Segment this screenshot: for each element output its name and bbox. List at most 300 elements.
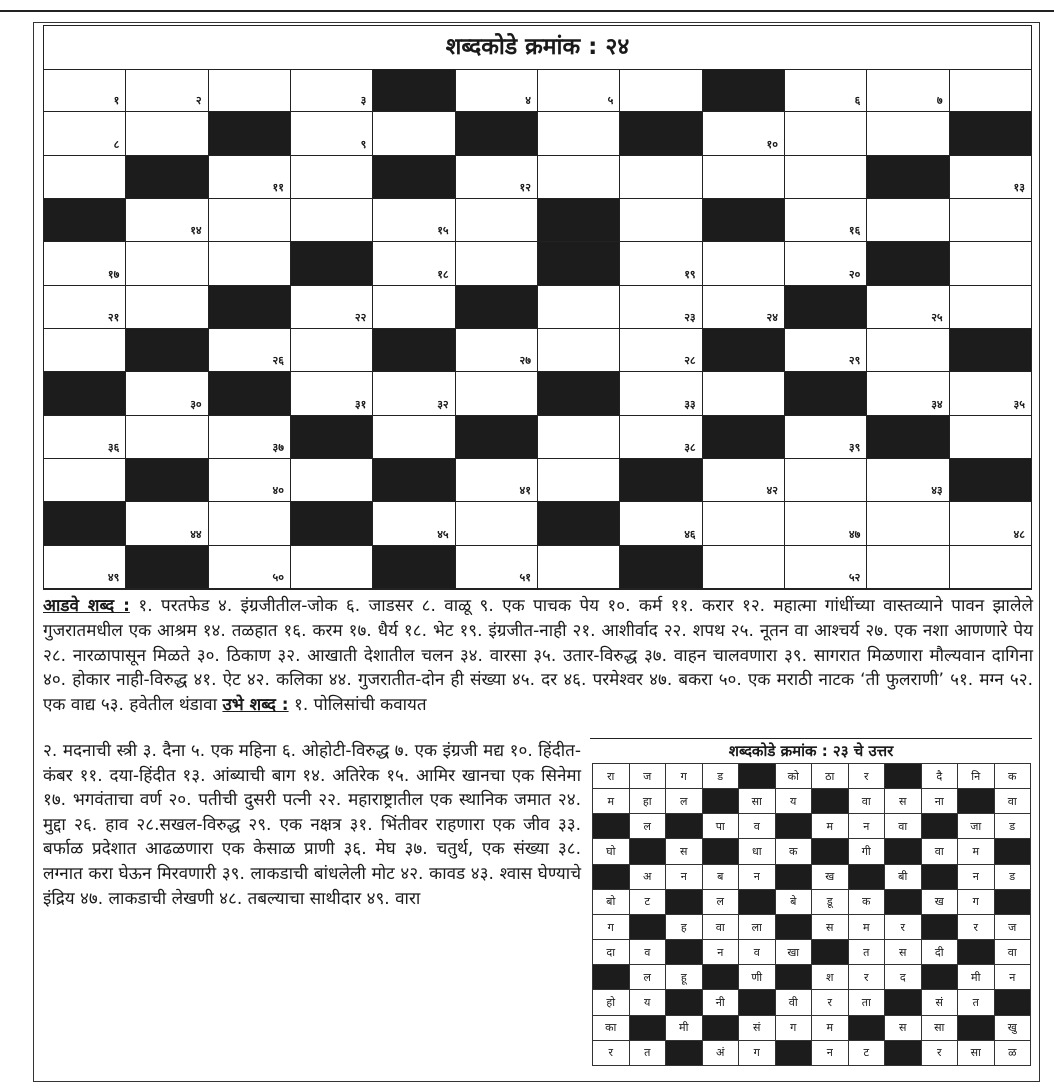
grid-cell[interactable]	[950, 416, 1032, 459]
answer-cell: म	[849, 915, 886, 940]
clue-number: ३९	[848, 440, 861, 454]
grid-cell[interactable]	[373, 242, 455, 285]
clue-number: २७	[519, 354, 531, 368]
answer-cell: वा	[995, 940, 1032, 965]
grid-cell[interactable]	[291, 459, 373, 502]
clue-number: २४	[766, 310, 778, 324]
answer-cell: वा	[995, 789, 1032, 814]
grid-cell[interactable]	[785, 416, 867, 459]
answer-cell: ळ	[995, 1041, 1032, 1066]
grid-cell[interactable]	[867, 329, 949, 372]
answer-cell: ड	[995, 814, 1032, 839]
answer-cell: ख	[812, 865, 849, 890]
grid-cell[interactable]	[785, 502, 867, 545]
grid-cell[interactable]	[209, 459, 291, 502]
grid-cell[interactable]	[538, 546, 620, 589]
clue-number: ३०	[190, 397, 202, 411]
black-cell	[44, 199, 126, 242]
grid-cell[interactable]	[456, 502, 538, 545]
answer-cell: न	[666, 865, 703, 890]
grid-cell[interactable]	[703, 372, 785, 415]
grid-cell[interactable]	[126, 502, 208, 545]
answer-title: शब्दकोडे क्रमांक : २३ चे उत्तर	[728, 742, 894, 760]
grid-cell[interactable]	[703, 502, 785, 545]
grid-cell[interactable]	[209, 546, 291, 589]
clue-number: ३३	[684, 397, 696, 411]
answer-cell: डू	[812, 890, 849, 915]
grid-cell[interactable]	[703, 156, 785, 199]
answer-cell: र	[812, 990, 849, 1015]
clue-number: २०	[848, 267, 861, 281]
answer-black-cell	[703, 839, 740, 864]
clue-number: ४४	[190, 527, 202, 541]
grid-cell[interactable]	[456, 156, 538, 199]
answer-cell: घो	[593, 839, 630, 864]
grid-cell[interactable]	[44, 459, 126, 502]
top-rule	[0, 10, 1054, 12]
grid-cell[interactable]	[44, 329, 126, 372]
grid-cell[interactable]	[950, 372, 1032, 415]
black-cell	[126, 156, 208, 199]
answer-cell: वा	[885, 814, 922, 839]
grid-cell[interactable]	[538, 459, 620, 502]
answer-cell: ठा	[812, 764, 849, 789]
answer-cell: वा	[922, 839, 959, 864]
answer-black-cell	[666, 890, 703, 915]
answer-cell: बे	[776, 890, 813, 915]
answer-black-cell	[666, 1041, 703, 1066]
answer-cell: क	[849, 890, 886, 915]
answer-cell: ख	[922, 890, 959, 915]
black-cell	[209, 112, 291, 155]
grid-cell[interactable]	[126, 286, 208, 329]
grid-cell[interactable]	[209, 156, 291, 199]
answer-cell: सा	[958, 1041, 995, 1066]
clue-number: १३	[1013, 180, 1025, 194]
black-cell	[538, 242, 620, 285]
answer-black-cell	[776, 915, 813, 940]
grid-cell[interactable]	[703, 546, 785, 589]
answer-cell: ह	[666, 915, 703, 940]
grid-cell[interactable]	[209, 329, 291, 372]
black-cell	[291, 502, 373, 545]
answer-cell: द	[885, 965, 922, 990]
answer-black-cell	[958, 1016, 995, 1041]
grid-cell[interactable]	[867, 199, 949, 242]
grid-cell[interactable]	[126, 69, 208, 112]
grid-cell[interactable]	[785, 242, 867, 285]
answer-cell: गी	[849, 839, 886, 864]
grid-cell[interactable]	[209, 502, 291, 545]
clue-number: ४५	[437, 527, 449, 541]
black-cell	[44, 372, 126, 415]
grid-cell[interactable]	[291, 199, 373, 242]
grid-cell[interactable]	[209, 242, 291, 285]
black-cell	[126, 459, 208, 502]
answer-black-cell	[995, 990, 1032, 1015]
black-cell	[703, 416, 785, 459]
clue-number: ३१	[354, 397, 367, 411]
grid-cell[interactable]	[785, 546, 867, 589]
answer-cell: ल	[630, 965, 667, 990]
grid-cell[interactable]	[703, 286, 785, 329]
answer-cell: म	[593, 789, 630, 814]
grid-cell[interactable]	[291, 112, 373, 155]
grid-cell[interactable]	[373, 416, 455, 459]
answer-cell: दा	[593, 940, 630, 965]
answer-cell: न	[958, 865, 995, 890]
answer-cell: सा	[922, 1016, 959, 1041]
clue-number: २	[195, 94, 202, 108]
grid-cell[interactable]	[373, 199, 455, 242]
answer-grid	[592, 763, 1031, 1066]
grid-cell[interactable]	[373, 372, 455, 415]
answer-cell: न	[812, 1041, 849, 1066]
grid-cell[interactable]	[620, 416, 702, 459]
grid-cell[interactable]	[126, 242, 208, 285]
clue-number: ५	[607, 94, 614, 108]
answer-cell: अं	[703, 1041, 740, 1066]
grid-cell[interactable]	[620, 329, 702, 372]
clue-number: १२	[519, 180, 531, 194]
answer-cell: हो	[593, 990, 630, 1015]
answer-black-cell	[922, 814, 959, 839]
across-heading: आडवे शब्द :	[43, 596, 130, 616]
grid-cell[interactable]	[456, 329, 538, 372]
answer-black-cell	[739, 990, 776, 1015]
answer-black-cell	[885, 764, 922, 789]
grid-cell[interactable]	[620, 242, 702, 285]
answer-black-cell	[630, 915, 667, 940]
black-cell	[867, 156, 949, 199]
clue-number: २३	[684, 310, 696, 324]
clue-number: ९	[360, 137, 367, 151]
answer-cell: दै	[922, 764, 959, 789]
answer-cell: न	[739, 865, 776, 890]
grid-cell[interactable]	[291, 546, 373, 589]
clue-number: ५२	[848, 570, 861, 584]
grid-cell[interactable]	[950, 546, 1032, 589]
grid-cell[interactable]	[538, 329, 620, 372]
answer-black-cell	[630, 1016, 667, 1041]
answer-black-cell	[776, 814, 813, 839]
answer-black-cell	[776, 965, 813, 990]
answer-black-cell	[885, 890, 922, 915]
black-cell	[126, 329, 208, 372]
grid-cell[interactable]	[538, 112, 620, 155]
grid-cell[interactable]	[209, 199, 291, 242]
grid-cell[interactable]	[456, 372, 538, 415]
black-cell	[538, 372, 620, 415]
black-cell	[950, 329, 1032, 372]
clue-number: १८	[437, 267, 449, 281]
grid-cell[interactable]	[867, 502, 949, 545]
grid-cell[interactable]	[620, 502, 702, 545]
clue-number: २८	[684, 354, 696, 368]
grid-cell[interactable]	[785, 69, 867, 112]
grid-cell[interactable]	[950, 199, 1032, 242]
answer-cell: ड	[703, 764, 740, 789]
answer-cell: नी	[703, 990, 740, 1015]
answer-black-cell	[995, 839, 1032, 864]
answer-cell: र	[885, 915, 922, 940]
answer-black-cell	[739, 764, 776, 789]
clue-number: ४२	[766, 484, 778, 498]
answer-cell: नि	[958, 764, 995, 789]
clue-number: १६	[848, 224, 861, 238]
crossword-puzzle	[43, 25, 1032, 590]
grid-cell[interactable]	[44, 242, 126, 285]
clue-number: ३२	[437, 397, 449, 411]
answer-black-cell	[593, 814, 630, 839]
grid-cell[interactable]	[373, 502, 455, 545]
answer-cell: स	[812, 915, 849, 940]
grid-cell[interactable]	[538, 286, 620, 329]
puzzle-title: शब्दकोडे क्रमांक : २४	[44, 26, 1031, 70]
clue-number: २५	[931, 310, 943, 324]
grid-cell[interactable]	[538, 69, 620, 112]
grid-cell[interactable]	[126, 199, 208, 242]
black-cell	[373, 69, 455, 112]
clue-number: १	[113, 94, 120, 108]
black-cell	[209, 286, 291, 329]
answer-black-cell	[630, 839, 667, 864]
answer-black-cell	[922, 965, 959, 990]
clue-number: ५१	[519, 570, 531, 584]
answer-cell: मी	[666, 1016, 703, 1041]
clue-number: ७	[936, 94, 943, 108]
grid-cell[interactable]	[785, 329, 867, 372]
answer-cell: जा	[958, 814, 995, 839]
grid-cell[interactable]	[44, 69, 126, 112]
answer-cell: सं	[922, 990, 959, 1015]
grid-cell[interactable]	[44, 546, 126, 589]
answer-cell: सा	[739, 789, 776, 814]
clue-number: ४७	[848, 527, 861, 541]
answer-cell: बी	[885, 865, 922, 890]
clue-number: ८	[113, 137, 120, 151]
grid-cell[interactable]	[867, 372, 949, 415]
answer-cell: ट	[630, 890, 667, 915]
grid-cell[interactable]	[126, 416, 208, 459]
answer-cell: हा	[630, 789, 667, 814]
black-cell	[456, 416, 538, 459]
grid-cell[interactable]	[456, 546, 538, 589]
grid-cell[interactable]	[703, 112, 785, 155]
answer-cell: ड	[995, 865, 1032, 890]
clue-number: ३६	[107, 440, 120, 454]
across-clues: १. परतफेड ४. इंग्रजीतील-जोक ६. जाडसर ८. वाळू ९. एक पाचक पेय १०. कर्म ११. करार १२. महात्मा गांधींच्या वास्तव्याने पावन झालेले गुजरातमधील एक आश्रम १४. तळहात १६. करम १७. धैर्य १८. भेट १९. इंग्रजीत-नाही २१. आशीर्वाद २२. शपथ २५. नूतन वा आश्चर्य २७. एक नशा आणणारे पेय २८. नारळापासून मिळते ३०. ठिकाण ३२. आखाती देशातील चलन ३४. वारसा ३५. उतार-विरुद्ध ३७. वाहन चालवणारा ३९. सागरात मिळणारा मौल्यवान दागिना ४०. होकार नाही-विरुद्ध ४१. ऐट ४२. कलिका ४४. गुजरातीत-दोन ही संख्या ४५. दर ४६. परमेश्वर ४७. बकरा ५०. एक मराठी नाटक ‘ती फुलराणी’ ५१. मग्न ५२. एक वाद्य ५३. हवेतील थंडावा	[43, 596, 1033, 716]
grid-cell[interactable]	[950, 286, 1032, 329]
grid-cell[interactable]	[291, 372, 373, 415]
clue-number: १०	[766, 137, 778, 151]
grid-cell[interactable]	[44, 112, 126, 155]
black-cell	[950, 112, 1032, 155]
black-cell	[373, 546, 455, 589]
answer-cell: ल	[666, 789, 703, 814]
answer-black-cell	[958, 789, 995, 814]
answer-cell: र	[849, 965, 886, 990]
clue-number: ३	[360, 94, 367, 108]
answer-black-cell	[593, 865, 630, 890]
grid-cell[interactable]	[538, 156, 620, 199]
black-cell	[538, 502, 620, 545]
answer-black-cell	[666, 814, 703, 839]
grid-cell[interactable]	[950, 502, 1032, 545]
answer-cell: वा	[849, 789, 886, 814]
grid-cell[interactable]	[867, 112, 949, 155]
black-cell	[785, 286, 867, 329]
black-cell	[620, 112, 702, 155]
answer-black-cell	[666, 990, 703, 1015]
answer-cell: ज	[995, 915, 1032, 940]
clue-number: १७	[107, 267, 120, 281]
grid-cell[interactable]	[44, 286, 126, 329]
answer-cell: ना	[922, 789, 959, 814]
answer-cell: वा	[703, 915, 740, 940]
answer-cell: स	[885, 1016, 922, 1041]
grid-cell[interactable]	[785, 112, 867, 155]
grid-cell[interactable]	[291, 329, 373, 372]
crossword-grid	[44, 69, 1032, 589]
grid-cell[interactable]	[209, 69, 291, 112]
black-cell	[703, 199, 785, 242]
answer-cell: त	[958, 990, 995, 1015]
answer-cell: खु	[995, 1016, 1032, 1041]
answer-black-cell	[776, 865, 813, 890]
answer-black-cell	[776, 1041, 813, 1066]
black-cell	[291, 416, 373, 459]
answer-black-cell	[885, 1041, 922, 1066]
clue-number: ५०	[272, 570, 284, 584]
answer-black-cell	[812, 940, 849, 965]
answer-cell: ब	[703, 865, 740, 890]
grid-cell[interactable]	[785, 459, 867, 502]
grid-cell[interactable]	[867, 546, 949, 589]
answer-black-cell	[995, 890, 1032, 915]
black-cell	[703, 69, 785, 112]
black-cell	[538, 199, 620, 242]
answer-cell: ग	[739, 1041, 776, 1066]
clue-number: ४६	[684, 527, 696, 541]
grid-cell[interactable]	[867, 286, 949, 329]
black-cell	[620, 459, 702, 502]
answer-cell: म	[812, 1016, 849, 1041]
answer-cell: सं	[739, 1016, 776, 1041]
clue-number: ४९	[107, 570, 120, 584]
grid-cell[interactable]	[620, 286, 702, 329]
answer-black-cell	[849, 1016, 886, 1041]
clue-number: ३४	[931, 397, 943, 411]
grid-cell[interactable]	[456, 199, 538, 242]
black-cell	[703, 329, 785, 372]
grid-cell[interactable]	[950, 156, 1032, 199]
answer-black-cell	[922, 865, 959, 890]
answer-cell: ल	[630, 814, 667, 839]
down-clues-first: १. पोलिसांची कवायत	[288, 695, 427, 716]
clue-number: ४३	[931, 484, 943, 498]
black-cell	[209, 372, 291, 415]
grid-cell[interactable]	[456, 242, 538, 285]
grid-cell[interactable]	[950, 69, 1032, 112]
black-cell	[785, 372, 867, 415]
clue-number: १५	[437, 224, 449, 238]
clue-number: ३५	[1013, 397, 1025, 411]
black-cell	[867, 242, 949, 285]
grid-cell[interactable]	[620, 199, 702, 242]
clue-number: २२	[354, 310, 367, 324]
answer-cell: अ	[630, 865, 667, 890]
answer-cell: ला	[739, 915, 776, 940]
grid-cell[interactable]	[703, 459, 785, 502]
grid-cell[interactable]	[620, 156, 702, 199]
grid-cell[interactable]	[373, 112, 455, 155]
answer-cell: ज	[630, 764, 667, 789]
answer-cell: ग	[776, 1016, 813, 1041]
answer-black-cell	[922, 915, 959, 940]
grid-cell[interactable]	[620, 69, 702, 112]
answer-black-cell	[703, 1016, 740, 1041]
answer-black-cell	[703, 965, 740, 990]
black-cell	[456, 286, 538, 329]
black-cell	[950, 459, 1032, 502]
grid-cell[interactable]	[291, 69, 373, 112]
grid-cell[interactable]	[703, 242, 785, 285]
answer-cell: रा	[593, 764, 630, 789]
answer-black-cell	[958, 940, 995, 965]
answer-cell: व	[739, 940, 776, 965]
grid-cell[interactable]	[538, 416, 620, 459]
clue-number: २१	[107, 310, 120, 324]
answer-cell: ता	[849, 990, 886, 1015]
answer-cell: म	[958, 839, 995, 864]
grid-cell[interactable]	[867, 459, 949, 502]
grid-cell[interactable]	[785, 199, 867, 242]
answer-cell: बो	[593, 890, 630, 915]
grid-cell[interactable]	[785, 156, 867, 199]
grid-cell[interactable]	[126, 372, 208, 415]
grid-cell[interactable]	[456, 69, 538, 112]
grid-cell[interactable]	[373, 286, 455, 329]
answer-cell: र	[849, 764, 886, 789]
grid-cell[interactable]	[209, 416, 291, 459]
grid-cell[interactable]	[291, 156, 373, 199]
answer-black-cell	[849, 865, 886, 890]
black-cell	[126, 546, 208, 589]
answer-cell: म	[812, 814, 849, 839]
answer-black-cell	[666, 940, 703, 965]
grid-cell[interactable]	[456, 459, 538, 502]
black-cell	[867, 416, 949, 459]
answer-cell: ग	[666, 764, 703, 789]
answer-cell: य	[630, 990, 667, 1015]
grid-cell[interactable]	[950, 242, 1032, 285]
grid-cell[interactable]	[291, 286, 373, 329]
answer-black-cell	[812, 789, 849, 814]
grid-cell[interactable]	[620, 372, 702, 415]
answer-black-cell	[885, 839, 922, 864]
grid-cell[interactable]	[44, 156, 126, 199]
down-clues: २. मदनाची स्त्री ३. दैना ५. एक महिना ६. ओहोटी-विरुद्ध ७. एक इंग्रजी मद्य १०. हिंदीत-कंबर ११. दया-हिंदीत १३. आंब्याची बाग १४. अतिरेक १५. आमिर खानचा एक सिनेमा १७. भगवंताचा वर्ण २०. पतीची दुसरी पत्नी २२. महाराष्ट्रातील एक स्थानिक जमात २४. मुद्दा २६. हाव २८.सखल-विरुद्ध २९. एक नक्षत्र ३१. भिंतीवर राहणारा एक जीव ३३. बर्फाळ प्रदेशात आढळणारा एक केसाळ प्राणी ३६. मेघ ३७. चतुर्थ, एक संख्या ३८. लग्नात करा घेऊन मिरवणारी ३९. लाकडाची बांधलेली मोट ४२. कावड ४३. श्वास घेण्याचे इंद्रिय ४७. लाकडाची लेखणी ४८. तबल्याचा साथीदार ४९. वारा	[43, 741, 581, 909]
answer-cell: र	[922, 1041, 959, 1066]
clue-number: १९	[684, 267, 696, 281]
answer-cell: त	[630, 1041, 667, 1066]
grid-cell[interactable]	[867, 69, 949, 112]
answer-cell: र	[593, 1041, 630, 1066]
answer-cell: हू	[666, 965, 703, 990]
grid-cell[interactable]	[44, 416, 126, 459]
grid-cell[interactable]	[126, 112, 208, 155]
